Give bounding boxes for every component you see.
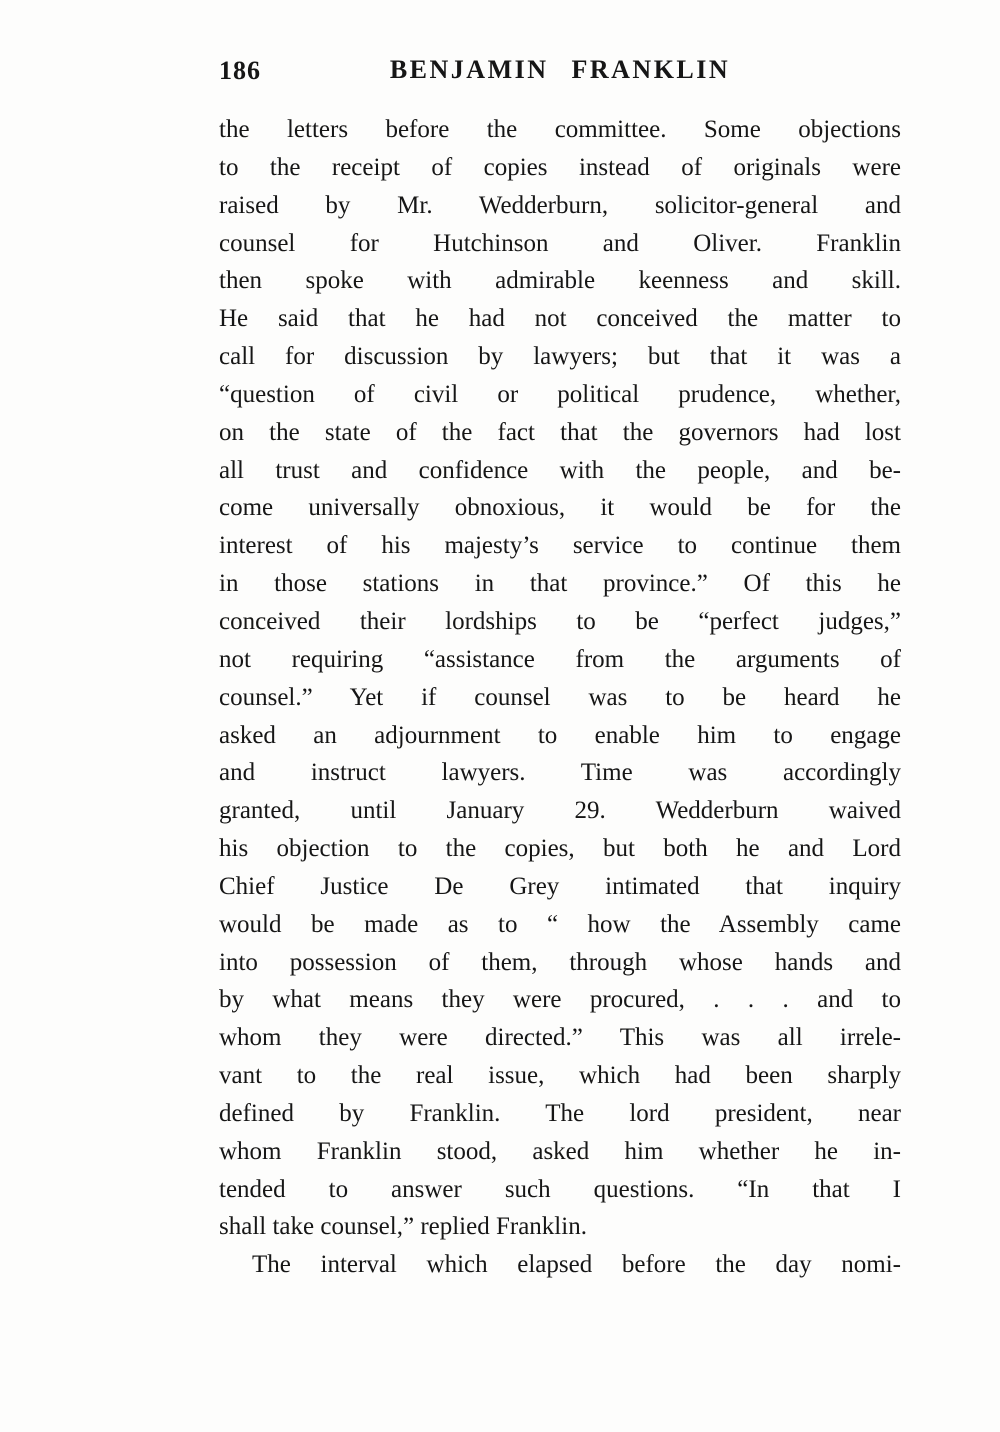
text-line: would be made as to “ how the Assembly came bbox=[219, 910, 901, 938]
text-line: vant to the real issue, which had been sharply bbox=[219, 1062, 901, 1090]
text-line: tended to answer such questions. “In that I bbox=[219, 1175, 901, 1203]
text-line: then spoke with admirable keenness and skill. bbox=[219, 267, 901, 295]
text-line: come universally obnoxious, it would be for the bbox=[219, 494, 901, 522]
text-line: granted, until January 29. Wedderburn waived bbox=[219, 797, 901, 825]
text-line: on the state of the fact that the governors had lost bbox=[219, 418, 901, 446]
text-line: and instruct lawyers. Time was accordingly bbox=[219, 759, 901, 787]
text-line: to the receipt of copies instead of originals were bbox=[219, 153, 901, 181]
text-line: He said that he had not conceived the matter to bbox=[219, 305, 901, 333]
text-line: the letters before the committee. Some objections bbox=[219, 116, 901, 143]
text-line: whom they were directed.” This was all irrele- bbox=[219, 1024, 901, 1052]
text-line: all trust and confidence with the people, and be- bbox=[219, 456, 901, 484]
text-line: Chief Justice De Grey intimated that inquiry bbox=[219, 872, 901, 900]
text-line: not requiring “assistance from the arguments of bbox=[219, 645, 901, 673]
body-text bbox=[219, 111, 901, 1284]
text-line: counsel.” Yet if counsel was to be heard he bbox=[219, 683, 901, 711]
text-line: whom Franklin stood, asked him whether he in- bbox=[219, 1137, 901, 1165]
page-number: 186 bbox=[219, 56, 261, 85]
text-line: his objection to the copies, but both he and Lord bbox=[219, 835, 901, 863]
text-line: shall take counsel,” replied Franklin. bbox=[219, 1213, 587, 1241]
text-line: “question of civil or political prudence, whether, bbox=[219, 380, 901, 408]
text-line: in those stations in that province.” Of this he bbox=[219, 570, 901, 598]
text-line: conceived their lordships to be “perfect judges,” bbox=[219, 607, 901, 635]
text-line: call for discussion by lawyers; but that it was a bbox=[219, 343, 901, 371]
text-line: asked an adjournment to enable him to engage bbox=[219, 721, 901, 749]
text-line: by what means they were procured, . . . and to bbox=[219, 986, 901, 1014]
text-line: interest of his majesty’s service to continue them bbox=[219, 532, 901, 560]
text-line: defined by Franklin. The lord president, near bbox=[219, 1099, 901, 1127]
running-header-title: BENJAMIN FRANKLIN bbox=[389, 55, 731, 84]
page-header bbox=[219, 55, 901, 89]
text-line: counsel for Hutchinson and Oliver. Franklin bbox=[219, 229, 901, 257]
text-line: into possession of them, through whose hands and bbox=[219, 948, 901, 976]
text-line: raised by Mr. Wedderburn, solicitor-general and bbox=[219, 191, 901, 219]
text-line: The interval which elapsed before the day nomi- bbox=[252, 1251, 901, 1279]
